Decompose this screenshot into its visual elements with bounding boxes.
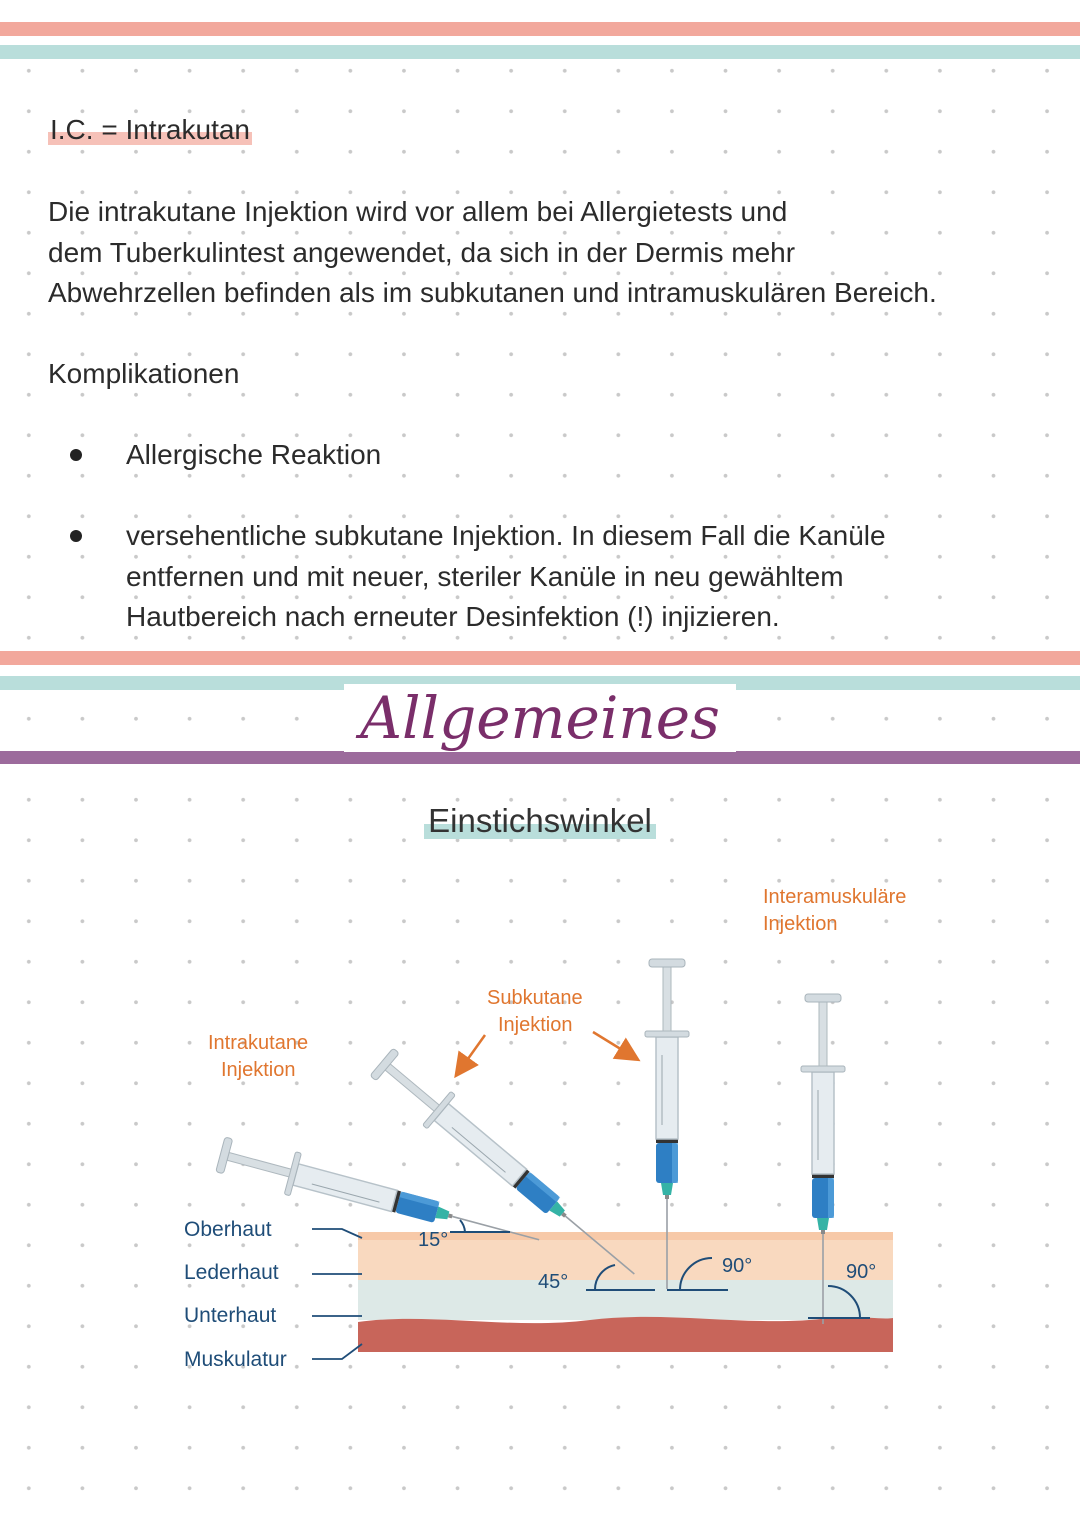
layer-label-oberhaut: Oberhaut [184, 1218, 272, 1241]
angle-label-90-b: 90° [846, 1261, 877, 1283]
complications-heading: Komplikationen [48, 358, 240, 389]
layer-label-unterhaut: Unterhaut [184, 1304, 277, 1327]
layer-label-muskulatur: Muskulatur [184, 1348, 287, 1371]
top-stripe-teal [0, 45, 1080, 59]
section-subtitle-einstichswinkel: Einstichswinkel [0, 802, 1080, 840]
paragraph-line: dem Tuberkulintest angewendet, da sich in der Dermis mehr [48, 236, 796, 268]
injection-angle-diagram [150, 860, 960, 1420]
bullet-text-allergy [126, 435, 381, 476]
title-stripe-purple [0, 751, 1080, 764]
angle-label-15: 15° [418, 1229, 449, 1251]
bullet-dot [70, 449, 82, 461]
bullet-dot [70, 530, 82, 542]
bullet-line: versehentliche subkutane Injektion. In diesem Fall die Kanüle [126, 520, 886, 551]
arrow-subkutan-left-icon [460, 1035, 485, 1070]
arrow-subkutan-right-icon [593, 1032, 632, 1056]
label-intrakutan-line1: Intrakutane [208, 1032, 309, 1054]
paragraph-line: Die intrakutane Injektion wird vor allem bei Allergietests und [48, 196, 788, 227]
label-subkutan-line2: Injektion [498, 1014, 573, 1036]
label-intramuskulaer-line1: Interamuskuläre [763, 886, 907, 908]
angle-label-45: 45° [538, 1271, 569, 1293]
section-title-allgemeines: Allgemeines [0, 684, 1080, 752]
layer-subcutis [358, 1280, 893, 1320]
mid-stripe-pink [0, 651, 1080, 665]
heading-intrakutan: I.C. = Intrakutan [50, 114, 250, 145]
bullet-line: Allergische Reaktion [126, 439, 382, 470]
layer-leader-lines [312, 1229, 362, 1359]
label-intramuskulaer-line2: Injektion [763, 913, 838, 935]
intro-paragraph [48, 192, 937, 314]
paragraph-line: Abwehrzellen befinden als im subkutanen und intramuskulären Bereich. [48, 277, 937, 308]
layer-label-lederhaut: Lederhaut [184, 1261, 279, 1284]
bullet-line: Hautbereich nach erneuter Desinfektion (!) injizieren. [126, 601, 780, 632]
label-intrakutan-line2: Injektion [221, 1059, 296, 1081]
label-subkutan-line1: Subkutane [487, 987, 583, 1009]
layer-muscle [358, 1317, 893, 1352]
angle-label-90-a: 90° [722, 1255, 753, 1277]
top-stripe-pink [0, 22, 1080, 36]
bullet-line: entfernen und mit neuer, steriler Kanüle in neu gewähltem [126, 560, 844, 592]
bullet-text-subcutaneous [126, 516, 886, 638]
